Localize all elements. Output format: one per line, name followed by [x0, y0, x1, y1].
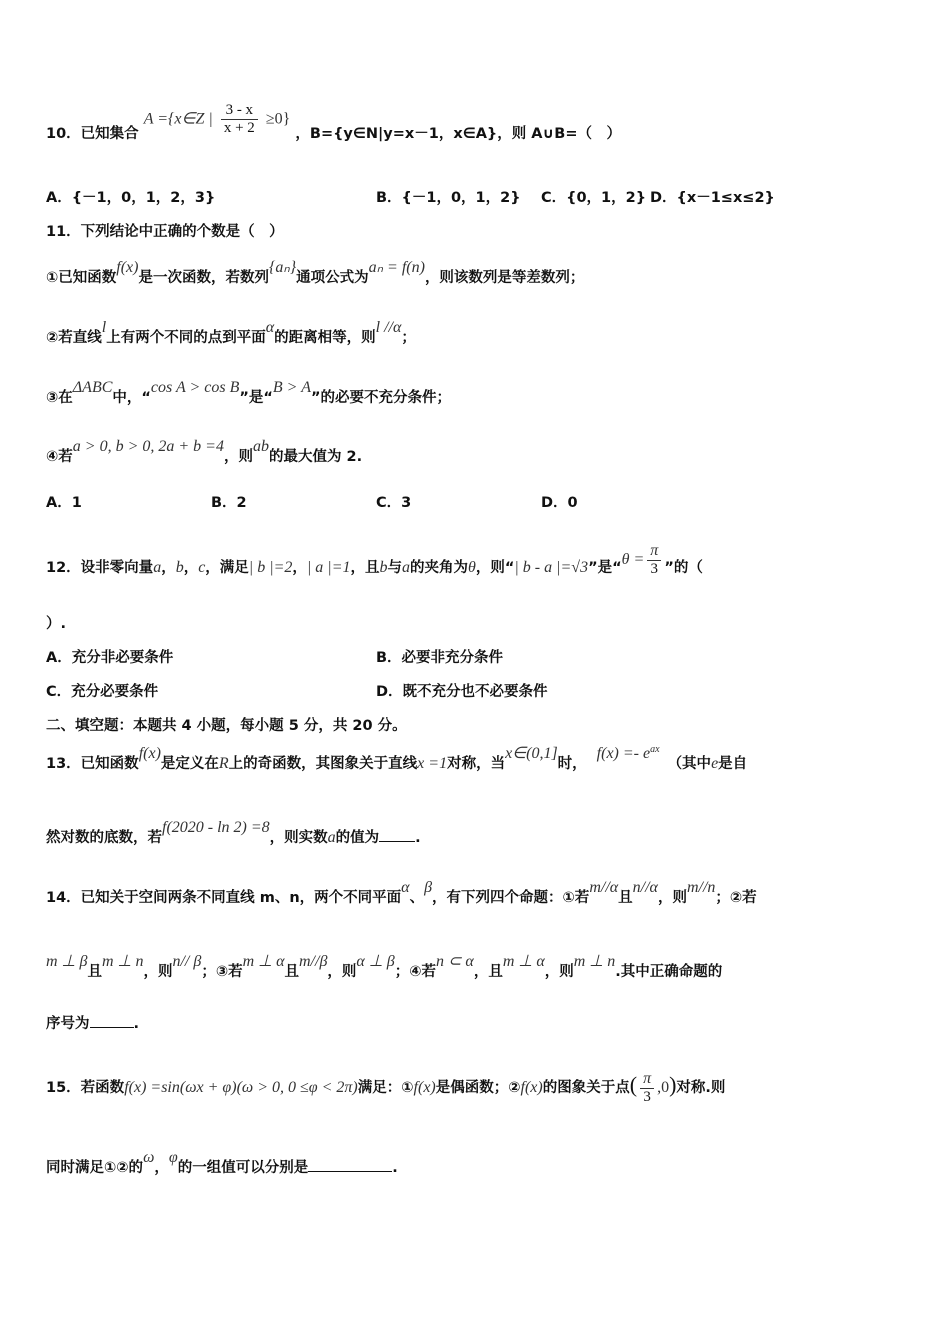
- q12-vec-b: b: [175, 559, 184, 576]
- q11-s4-text-b: ，则: [223, 449, 253, 465]
- q11-statement-2: [46, 319, 416, 347]
- q11-s1-formula: aₙ = f(n): [368, 259, 425, 276]
- q14-r5: m ⊥ n: [101, 953, 144, 970]
- q14-text-k: ；④若: [394, 964, 437, 980]
- q11-s4-text-c: 的最大值为 2.: [268, 449, 363, 465]
- q15-paren-right: ): [669, 1072, 677, 1097]
- q14-r2: n//α: [632, 879, 658, 896]
- q13-e: e: [711, 755, 719, 772]
- q11-s3-text-b: 中，“: [112, 390, 151, 406]
- q14-line-3: [46, 1012, 139, 1033]
- q14-text-i: 且: [284, 964, 299, 980]
- q15-text-d: 的图象关于点: [542, 1080, 630, 1096]
- q12-cond1: | b |=2: [248, 559, 293, 576]
- q15-text-h: 的一组值可以分别是: [177, 1160, 309, 1176]
- q14-alpha: α: [401, 879, 410, 896]
- q14-r3: m//n: [686, 879, 716, 896]
- q14-text-b: ，有下列四个命题：①若: [432, 890, 590, 906]
- q11-s3-text-c: ”是“: [239, 390, 273, 406]
- q12-text-a: 12．设非零向量: [46, 560, 154, 576]
- q13-x-eq-1: x =1: [417, 755, 448, 772]
- q11-s3-text-d: ”的必要不充分条件；: [310, 390, 451, 406]
- q10-option-c: C．{0，1，2}: [541, 190, 647, 206]
- q11-s2-l: l: [101, 319, 107, 336]
- q14-r4: m ⊥ β: [46, 953, 88, 970]
- q11-option-a: A．1: [46, 495, 82, 511]
- q14-text-j: ，则: [327, 964, 357, 980]
- q14-line-1: [46, 879, 757, 907]
- q13-text-b: 是定义在: [160, 756, 219, 772]
- q15-paren-left: (: [629, 1072, 638, 1097]
- q13-text-c: 上的奇函数，其图象关于直线: [228, 756, 418, 772]
- q12-stem-end: ）.: [46, 616, 67, 632]
- q12-text-f: ，则“: [475, 560, 515, 576]
- q14-r12: m ⊥ n: [573, 953, 616, 970]
- q12-text-b: ，满足: [205, 560, 249, 576]
- q11-s3-cond2: B > A: [272, 379, 311, 396]
- q14-text-h: ；③若: [201, 964, 243, 980]
- q14-text-o: 序号为: [46, 1016, 90, 1032]
- q12-stem: [46, 542, 703, 586]
- q12-option-a: A．充分非必要条件: [46, 650, 174, 666]
- q12-text-d: 与: [387, 560, 402, 576]
- q11-s1-text-d: ，则该数列是等差数列；: [424, 270, 585, 286]
- q14-r11: m ⊥ α: [502, 953, 545, 970]
- q13-a: a: [327, 829, 336, 846]
- q15-zero: ,0: [657, 1079, 670, 1096]
- q14-r7: m ⊥ α: [242, 953, 285, 970]
- q11-s2-text-b: 上有两个不同的点到平面: [106, 330, 266, 346]
- q11-s2-relation: l //α: [375, 319, 402, 336]
- q15-end: .: [392, 1160, 398, 1176]
- q13-text-f: （其中: [667, 756, 712, 772]
- q13-condition: f(2020 - ln 2) =8: [162, 819, 270, 836]
- q11-option-d: D．0: [541, 495, 578, 511]
- q12-sep2: ，: [183, 560, 199, 576]
- q10-fraction: [221, 102, 258, 137]
- q10-set-a-right: ≥0}: [265, 110, 291, 128]
- q11-s1-text-b: 是一次函数，若数列: [138, 270, 269, 286]
- q12-sep3: ，: [292, 560, 307, 576]
- q13-end: .: [415, 830, 421, 846]
- q11-s4-text-a: ④若: [46, 449, 73, 465]
- q11-s1-fx: f(x): [116, 259, 139, 276]
- q15-fx-2: f(x): [520, 1079, 543, 1096]
- q10-stem-line: [46, 102, 621, 142]
- q13-answer-blank[interactable]: [379, 841, 415, 842]
- q11-statement-4: [46, 438, 363, 466]
- q11-statement-3: [46, 379, 451, 407]
- q13-interval: x∈(0,1]: [505, 745, 558, 762]
- q14-text-l: ，且: [473, 964, 503, 980]
- q12-cond3: | b - a |=√3: [514, 559, 589, 576]
- q11-s3-triangle: ΔABC: [72, 379, 113, 396]
- q13-text-e: 时，: [557, 756, 587, 772]
- q11-s4-ab: ab: [252, 438, 269, 455]
- q11-s1-an: {aₙ}: [268, 259, 297, 276]
- q13-line-2: [46, 819, 421, 847]
- section-2-heading: 二、填空题：本题共 4 小题，每小题 5 分，共 20 分。: [46, 718, 407, 734]
- q14-text-a: 14．已知关于空间两条不同直线 m、n，两个不同平面: [46, 890, 402, 906]
- q12-pi: π: [647, 542, 661, 561]
- q14-answer-blank[interactable]: [90, 1027, 134, 1028]
- q14-text-n: .其中正确命题的: [615, 964, 723, 980]
- q11-option-b: B．2: [211, 495, 247, 511]
- q11-stem: 11．下列结论中正确的个数是（ ）: [46, 224, 284, 240]
- q10-frac-num: 3 - x: [221, 102, 258, 120]
- q11-s4-cond: a > 0, b > 0, 2a + b =4: [72, 438, 224, 455]
- q14-r10: n ⊂ α: [436, 953, 474, 970]
- q12-text-e: 的夹角为: [409, 560, 468, 576]
- q15-text-b: 满足：①: [357, 1080, 414, 1096]
- q12-text-h: ”的（: [664, 560, 703, 576]
- q11-s1-text-c: 通项公式为: [296, 270, 369, 286]
- q13-text-a: 13．已知函数: [46, 756, 139, 772]
- q12-three: 3: [650, 561, 659, 577]
- q14-r6: n// β: [172, 953, 202, 970]
- q13-fdef: f(x) =- e: [596, 745, 651, 762]
- q15-pi-over-3: [640, 1070, 654, 1106]
- q13-text-i: ，则实数: [269, 830, 328, 846]
- q11-s2-text-d: ；: [401, 330, 416, 346]
- q11-s2-text-a: ②若直线: [46, 330, 102, 346]
- q12-vec-a2: a: [401, 559, 410, 576]
- q12-theta: θ: [467, 559, 476, 576]
- q14-r8: m//β: [299, 953, 328, 970]
- q14-dun: 、: [409, 890, 425, 906]
- q15-text-e: 对称.则: [676, 1080, 726, 1096]
- q10-stem: 10．已知集合: [46, 125, 139, 142]
- q12-vec-b2: b: [379, 559, 388, 576]
- q12-text-c: ，且: [350, 560, 380, 576]
- q12-sep1: ，: [161, 560, 176, 576]
- q15-phi: φ: [168, 1149, 178, 1166]
- q10-option-b: B．{－1，0，1，2}: [376, 190, 521, 206]
- q15-text-c: 是偶函数；②: [435, 1080, 521, 1096]
- q14-text-f: 且: [87, 964, 102, 980]
- q12-option-d: D．既不充分也不必要条件: [376, 684, 548, 700]
- q14-text-d: ，则: [657, 890, 687, 906]
- q12-option-b: B．必要非充分条件: [376, 650, 504, 666]
- q14-r9: α ⊥ β: [356, 953, 395, 970]
- q15-function: f(x) =sin(ωx + φ)(ω > 0, 0 ≤φ < 2π): [124, 1079, 358, 1096]
- q14-text-g: ，则: [143, 964, 173, 980]
- q15-line-1: [46, 1070, 725, 1106]
- q10-set-a-left: A ={x∈Z |: [143, 110, 213, 128]
- q12-cond2: | a |=1: [306, 559, 351, 576]
- q12-pi-over-3: [647, 542, 661, 578]
- q13-exp: ax: [650, 744, 660, 756]
- q11-statement-1: [46, 259, 585, 287]
- q12-vec-c: c: [198, 559, 206, 576]
- q14-line-2: [46, 953, 723, 981]
- q11-s1-text-a: ①已知函数: [46, 270, 117, 286]
- q11-s3-text-a: ③在: [46, 390, 73, 406]
- q12-option-c: C．充分必要条件: [46, 684, 159, 700]
- q13-text-j: 的值为: [335, 830, 380, 846]
- q15-text-g: ，: [154, 1160, 169, 1176]
- q15-line-2: [46, 1149, 398, 1177]
- q14-text-e: ；②若: [715, 890, 757, 906]
- q13-text-g: 是自: [718, 756, 748, 772]
- q15-answer-blank[interactable]: [308, 1171, 392, 1172]
- q11-s2-text-c: 的距离相等，则: [274, 330, 376, 346]
- q14-text-m: ，则: [544, 964, 574, 980]
- q15-fx-1: f(x): [413, 1079, 436, 1096]
- q15-text-a: 15．若函数: [46, 1080, 125, 1096]
- q10-rest: ，B={y∈N|y=x－1，x∈A}，则 A∪B=（ ）: [295, 125, 621, 142]
- q13-text-h: 然对数的底数，若: [46, 830, 162, 846]
- q10-frac-den: x + 2: [223, 120, 255, 136]
- q11-option-c: C．3: [376, 495, 412, 511]
- q12-cond4-left: θ =: [621, 551, 645, 568]
- q14-text-c: 且: [618, 890, 633, 906]
- q10-option-a: A．{－1，0，1，2，3}: [46, 190, 216, 206]
- q11-s3-cond1: cos A > cos B: [150, 379, 240, 396]
- q11-s2-alpha: α: [265, 319, 275, 336]
- q14-r1: m//α: [589, 879, 619, 896]
- q15-pi: π: [640, 1070, 654, 1089]
- q13-text-d: 对称，当: [447, 756, 506, 772]
- q15-three: 3: [643, 1089, 651, 1105]
- q15-omega: ω: [143, 1149, 155, 1166]
- q10-option-d: D．{x－1≤x≤2}: [650, 190, 775, 206]
- q15-text-f: 同时满足①②的: [46, 1160, 144, 1176]
- q12-vec-a: a: [153, 559, 162, 576]
- q14-end: .: [133, 1016, 140, 1032]
- q14-beta: β: [424, 879, 433, 896]
- q13-line-1: [46, 744, 748, 773]
- q13-R: R: [218, 755, 229, 772]
- q12-text-g: ”是“: [588, 560, 622, 576]
- q13-fx: f(x): [138, 745, 161, 762]
